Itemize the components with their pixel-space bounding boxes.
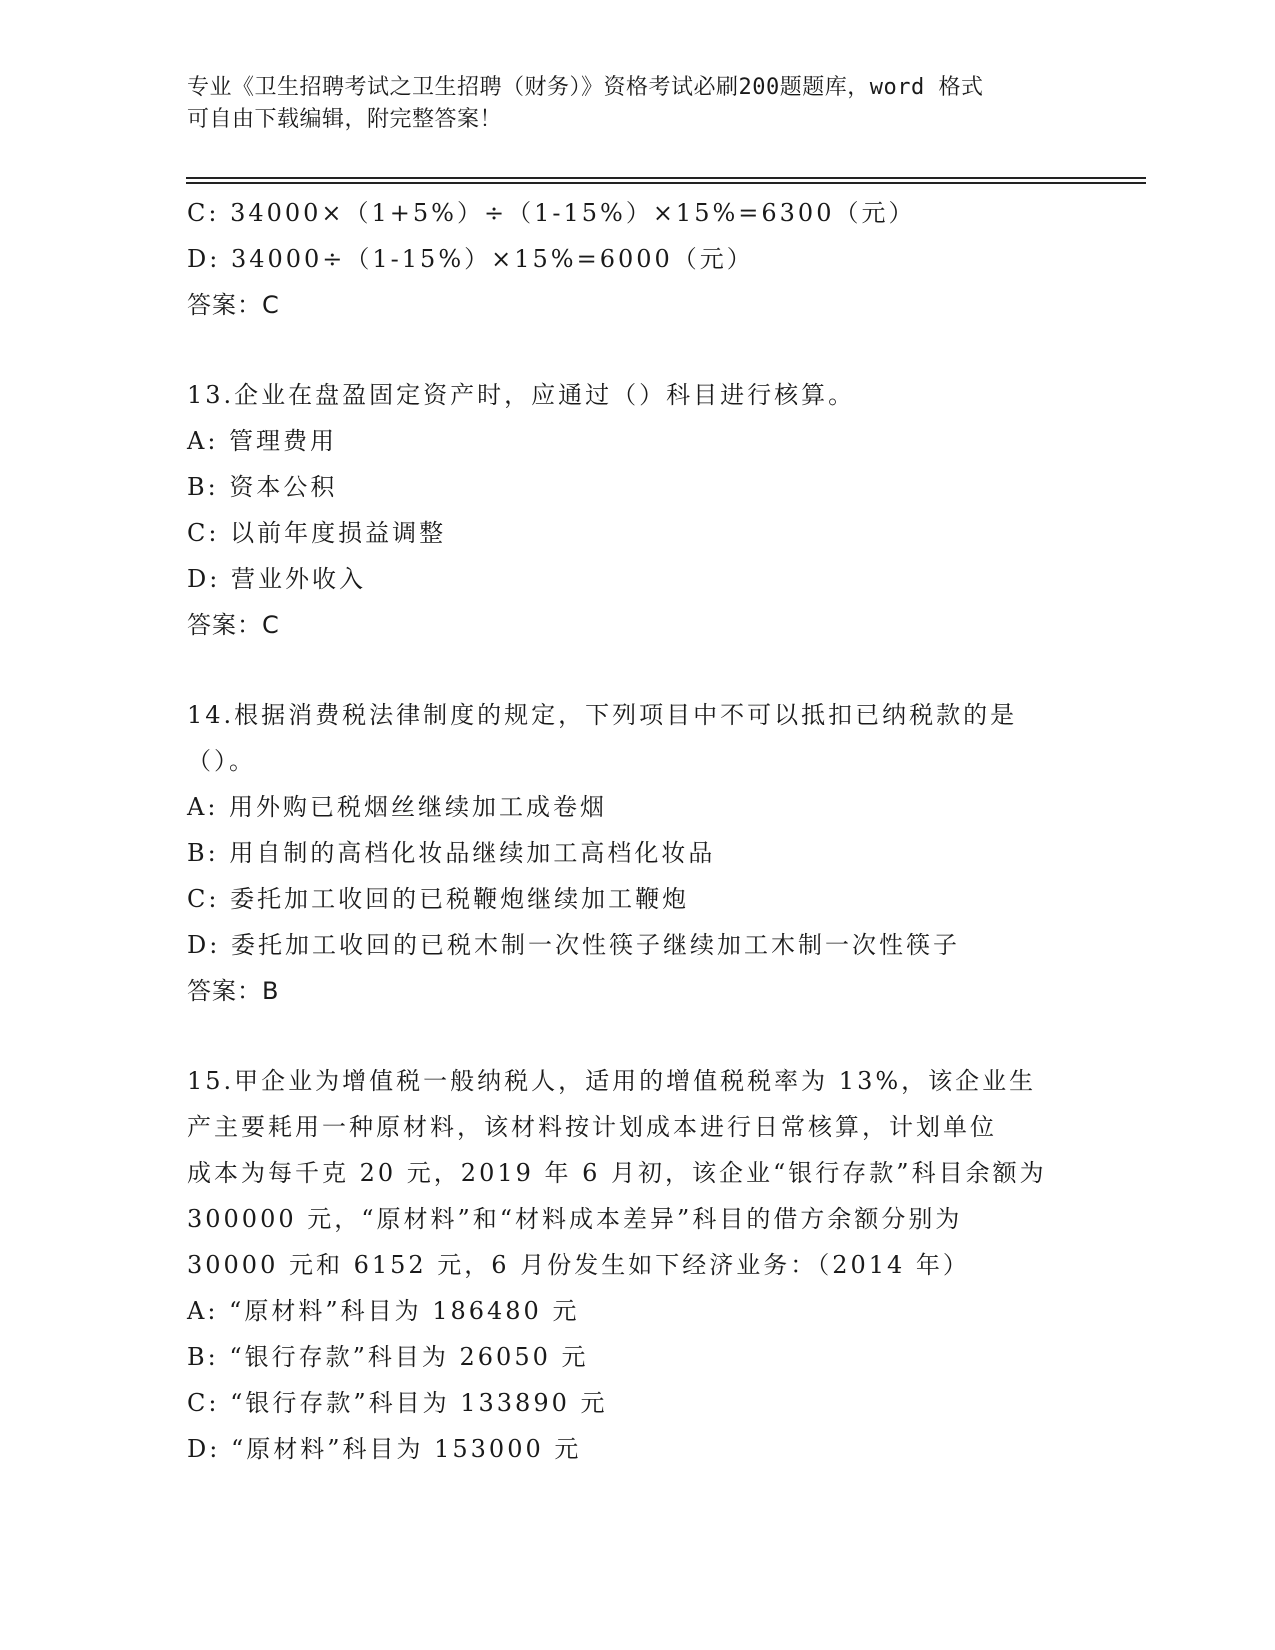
header-divider-bottom (186, 182, 1146, 184)
question-15-text-line-3: 成本为每千克 20 元，2019 年 6 月初，该企业“银行存款”科目余额为 (187, 1159, 1047, 1187)
question-13-text: 13.企业在盘盈固定资产时，应通过（）科目进行核算。 (187, 381, 856, 409)
question-14-text-line-2: （）。 (187, 747, 256, 775)
option-d: D: 营业外收入 (187, 565, 366, 593)
option-c: C: 委托加工收回的已税鞭炮继续加工鞭炮 (187, 885, 690, 913)
question-15-text-line-5: 30000 元和 6152 元，6 月份发生如下经济业务：（2014 年） (187, 1251, 970, 1279)
option-b: B: 用自制的高档化妆品继续加工高档化妆品 (187, 839, 716, 867)
question-15-block (187, 1058, 1087, 1472)
option-b: B: “银行存款”科目为 26050 元 (187, 1343, 589, 1371)
question-15-text-line-4: 300000 元，“原材料”和“材料成本差异”科目的借方余额分别为 (187, 1205, 963, 1233)
option-c: C: “银行存款”科目为 133890 元 (187, 1389, 608, 1417)
question-15-text-line-1: 15.甲企业为增值税一般纳税人，适用的增值税税率为 13%，该企业生 (187, 1067, 1037, 1095)
question-13-block (187, 372, 1087, 648)
option-c: C: 34000×（1+5%）÷（1-15%）×15%=6300（元） (187, 199, 916, 227)
document-header (187, 72, 1067, 136)
option-a: A: “原材料”科目为 186480 元 (187, 1297, 580, 1325)
header-title-line-1: 专业《卫生招聘考试之卫生招聘（财务）》资格考试必刷200题题库，word 格式 (187, 75, 984, 100)
option-d: D: 34000÷（1-15%）×15%=6000（元） (187, 245, 754, 273)
option-c: C: 以前年度损益调整 (187, 519, 447, 547)
question-list (187, 190, 1087, 1472)
option-b: B: 资本公积 (187, 473, 338, 501)
answer-line: 答案：C (187, 611, 280, 639)
question-14-text-line-1: 14.根据消费税法律制度的规定，下列项目中不可以抵扣已纳税款的是 (187, 701, 1018, 729)
option-a: A: 管理费用 (187, 427, 338, 455)
prev-question-block (187, 190, 1087, 328)
option-d: D: 委托加工收回的已税木制一次性筷子继续加工木制一次性筷子 (187, 931, 960, 959)
header-divider-top (186, 177, 1146, 179)
question-14-block (187, 692, 1087, 1014)
header-title-line-2: 可自由下载编辑，附完整答案！ (187, 107, 503, 132)
answer-line: 答案：C (187, 291, 280, 319)
answer-line: 答案：B (187, 977, 280, 1005)
option-d: D: “原材料”科目为 153000 元 (187, 1435, 582, 1463)
option-a: A: 用外购已税烟丝继续加工成卷烟 (187, 793, 608, 821)
question-15-text-line-2: 产主要耗用一种原材料，该材料按计划成本进行日常核算，计划单位 (187, 1113, 997, 1141)
